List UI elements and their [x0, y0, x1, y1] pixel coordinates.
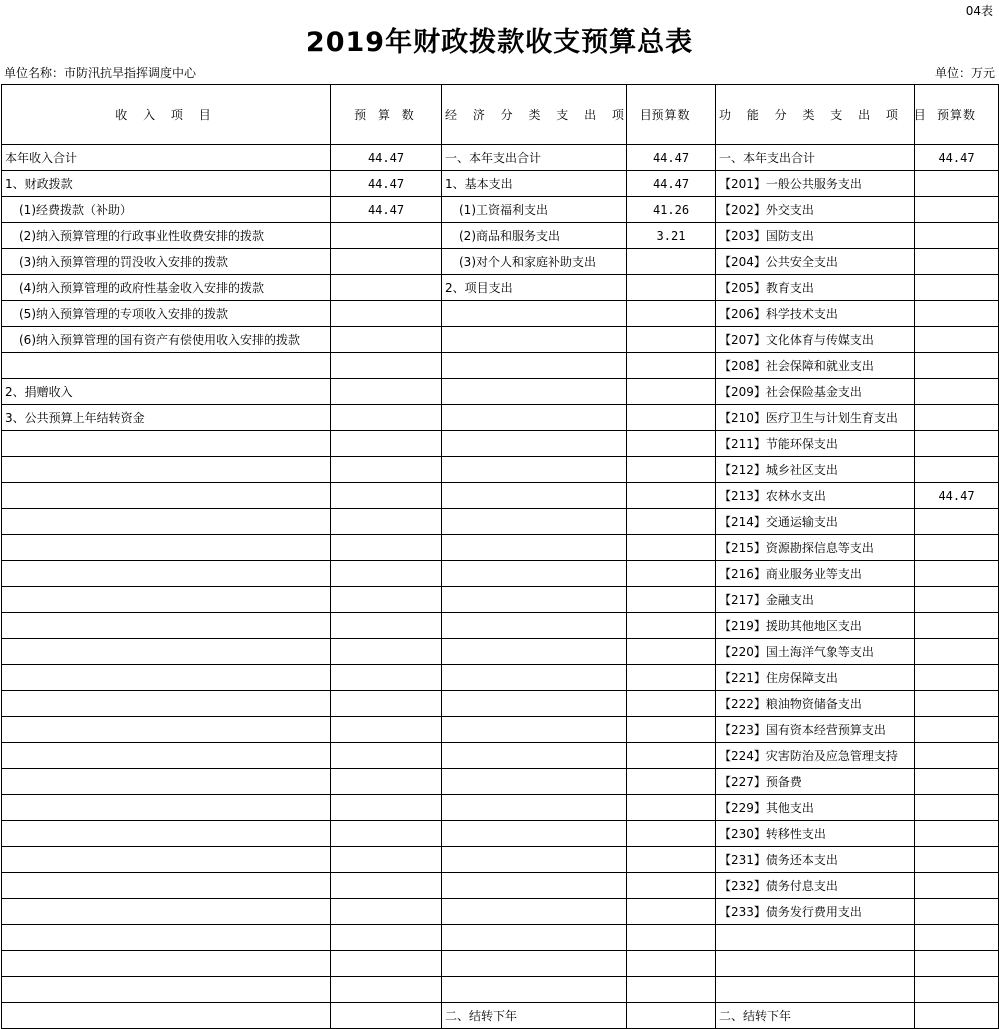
func-item-cell: [716, 925, 915, 951]
table-row: [2, 665, 999, 691]
header-income-budget: 预 算 数: [331, 85, 442, 145]
header-row: [2, 85, 999, 145]
econ-budget-cell: [627, 743, 716, 769]
table-row: [2, 249, 999, 275]
table-row: [2, 587, 999, 613]
econ-budget-cell: [627, 483, 716, 509]
income-budget-cell: [331, 691, 442, 717]
econ-budget-cell: [627, 509, 716, 535]
currency-unit: 单位：万元: [934, 66, 995, 80]
econ-item-cell: [442, 977, 627, 1003]
func-budget-cell: [915, 561, 999, 587]
income-item-cell: [2, 535, 331, 561]
income-item-cell: [2, 431, 331, 457]
table-row: [2, 847, 999, 873]
econ-item-cell: [442, 405, 627, 431]
income-item-cell: [2, 665, 331, 691]
econ-budget-cell: 3.21: [627, 223, 716, 249]
func-item-cell: 【203】国防支出: [716, 223, 915, 249]
econ-budget-cell: [627, 535, 716, 561]
income-budget-cell: [331, 873, 442, 899]
func-item-cell: 【217】金融支出: [716, 587, 915, 613]
func-item-cell: 【223】国有资本经营预算支出: [716, 717, 915, 743]
func-budget-cell: [915, 847, 999, 873]
econ-item-cell: [442, 587, 627, 613]
income-budget-cell: [331, 353, 442, 379]
table-row: [2, 353, 999, 379]
econ-budget-cell: 41.26: [627, 197, 716, 223]
func-budget-cell: [915, 379, 999, 405]
income-item-cell: [2, 483, 331, 509]
func-item-cell: 【216】商业服务业等支出: [716, 561, 915, 587]
income-item-cell: [2, 769, 331, 795]
income-item-cell: 本年收入合计: [2, 145, 331, 171]
econ-item-cell: 1、基本支出: [442, 171, 627, 197]
table-row: [2, 275, 999, 301]
econ-item-cell: (2)商品和服务支出: [442, 223, 627, 249]
income-item-cell: [2, 353, 331, 379]
econ-item-cell: (1)工资福利支出: [442, 197, 627, 223]
func-budget-cell: [915, 171, 999, 197]
func-item-cell: 【209】社会保险基金支出: [716, 379, 915, 405]
income-budget-cell: [331, 327, 442, 353]
budget-table: [1, 84, 999, 1029]
table-row: [2, 951, 999, 977]
econ-budget-cell: [627, 249, 716, 275]
income-item-cell: (1)经费拨款（补助）: [2, 197, 331, 223]
income-item-cell: 3、公共预算上年结转资金: [2, 405, 331, 431]
func-budget-cell: [915, 223, 999, 249]
table-row: [2, 795, 999, 821]
func-budget-cell: [915, 951, 999, 977]
income-budget-cell: [331, 275, 442, 301]
table-row: [2, 405, 999, 431]
table-row: [2, 743, 999, 769]
func-item-cell: 二、结转下年: [716, 1003, 915, 1029]
econ-item-cell: [442, 301, 627, 327]
func-item-cell: 【214】交通运输支出: [716, 509, 915, 535]
econ-budget-cell: [627, 951, 716, 977]
func-budget-cell: [915, 665, 999, 691]
page-title: 2019年财政拨款收支预算总表: [305, 27, 694, 58]
func-item-cell: 【202】外交支出: [716, 197, 915, 223]
income-item-cell: [2, 587, 331, 613]
income-item-cell: (2)纳入预算管理的行政事业性收费安排的拨款: [2, 223, 331, 249]
econ-budget-cell: [627, 457, 716, 483]
table-row: [2, 821, 999, 847]
func-budget-cell: [915, 977, 999, 1003]
income-budget-cell: [331, 925, 442, 951]
func-item-cell: 【222】粮油物资储备支出: [716, 691, 915, 717]
income-budget-cell: [331, 847, 442, 873]
func-budget-cell: [915, 327, 999, 353]
func-budget-cell: [915, 249, 999, 275]
econ-item-cell: 2、项目支出: [442, 275, 627, 301]
income-item-cell: [2, 691, 331, 717]
econ-item-cell: 二、结转下年: [442, 1003, 627, 1029]
table-row: [2, 561, 999, 587]
func-item-cell: 【232】债务付息支出: [716, 873, 915, 899]
table-row: [2, 769, 999, 795]
func-budget-cell: [915, 535, 999, 561]
func-budget-cell: [915, 275, 999, 301]
income-item-cell: 1、财政拨款: [2, 171, 331, 197]
func-budget-cell: [915, 821, 999, 847]
func-budget-cell: [915, 639, 999, 665]
income-budget-cell: 44.47: [331, 171, 442, 197]
income-item-cell: [2, 509, 331, 535]
func-budget-cell: [915, 197, 999, 223]
econ-item-cell: [442, 821, 627, 847]
func-item-cell: 【219】援助其他地区支出: [716, 613, 915, 639]
func-item-cell: 【206】科学技术支出: [716, 301, 915, 327]
econ-item-cell: [442, 899, 627, 925]
func-item-cell: 【211】节能环保支出: [716, 431, 915, 457]
econ-budget-cell: [627, 561, 716, 587]
econ-budget-cell: [627, 301, 716, 327]
table-row: [2, 535, 999, 561]
econ-budget-cell: [627, 613, 716, 639]
func-budget-cell: [915, 691, 999, 717]
func-budget-cell: [915, 301, 999, 327]
income-budget-cell: [331, 613, 442, 639]
form-number: 04表: [965, 4, 993, 18]
econ-budget-cell: [627, 327, 716, 353]
income-budget-cell: [331, 795, 442, 821]
econ-budget-cell: [627, 665, 716, 691]
econ-item-cell: [442, 327, 627, 353]
table-row: [2, 197, 999, 223]
table-row: [2, 457, 999, 483]
func-budget-cell: [915, 795, 999, 821]
econ-budget-cell: [627, 1003, 716, 1029]
income-item-cell: [2, 899, 331, 925]
income-item-cell: [2, 847, 331, 873]
func-item-cell: 【224】灾害防治及应急管理支持: [716, 743, 915, 769]
econ-budget-cell: 44.47: [627, 145, 716, 171]
header-func-budget: 预算数: [915, 85, 999, 145]
table-row: [2, 639, 999, 665]
income-item-cell: [2, 717, 331, 743]
income-budget-cell: [331, 1003, 442, 1029]
income-budget-cell: [331, 743, 442, 769]
econ-item-cell: 一、本年支出合计: [442, 145, 627, 171]
income-budget-cell: [331, 431, 442, 457]
income-budget-cell: [331, 717, 442, 743]
income-item-cell: [2, 925, 331, 951]
econ-item-cell: [442, 457, 627, 483]
econ-item-cell: [442, 795, 627, 821]
table-row: [2, 171, 999, 197]
income-budget-cell: 44.47: [331, 197, 442, 223]
econ-budget-cell: [627, 821, 716, 847]
econ-item-cell: [442, 483, 627, 509]
func-budget-cell: [915, 405, 999, 431]
func-budget-cell: [915, 873, 999, 899]
econ-budget-cell: [627, 977, 716, 1003]
income-budget-cell: [331, 977, 442, 1003]
econ-item-cell: [442, 769, 627, 795]
func-budget-cell: [915, 431, 999, 457]
func-item-cell: 【201】一般公共服务支出: [716, 171, 915, 197]
econ-item-cell: [442, 431, 627, 457]
econ-item-cell: [442, 613, 627, 639]
income-budget-cell: [331, 483, 442, 509]
econ-item-cell: [442, 353, 627, 379]
income-item-cell: [2, 613, 331, 639]
func-item-cell: 【229】其他支出: [716, 795, 915, 821]
func-budget-cell: [915, 925, 999, 951]
func-item-cell: 【231】债务还本支出: [716, 847, 915, 873]
income-item-cell: [2, 951, 331, 977]
econ-item-cell: [442, 379, 627, 405]
func-item-cell: 【215】资源勘探信息等支出: [716, 535, 915, 561]
func-budget-cell: [915, 509, 999, 535]
table-row: [2, 613, 999, 639]
func-item-cell: 【204】公共安全支出: [716, 249, 915, 275]
func-budget-cell: 44.47: [915, 145, 999, 171]
econ-item-cell: [442, 717, 627, 743]
income-item-cell: (4)纳入预算管理的政府性基金收入安排的拨款: [2, 275, 331, 301]
table-row: [2, 925, 999, 951]
table-row: [2, 509, 999, 535]
income-budget-cell: [331, 509, 442, 535]
func-item-cell: 一、本年支出合计: [716, 145, 915, 171]
income-item-cell: [2, 821, 331, 847]
income-budget-cell: [331, 665, 442, 691]
income-item-cell: 2、捐赠收入: [2, 379, 331, 405]
income-budget-cell: [331, 535, 442, 561]
func-item-cell: 【210】医疗卫生与计划生育支出: [716, 405, 915, 431]
econ-budget-cell: [627, 847, 716, 873]
income-budget-cell: [331, 405, 442, 431]
econ-item-cell: [442, 873, 627, 899]
func-item-cell: 【213】农林水支出: [716, 483, 915, 509]
func-item-cell: 【205】教育支出: [716, 275, 915, 301]
econ-item-cell: [442, 691, 627, 717]
func-budget-cell: [915, 717, 999, 743]
func-budget-cell: [915, 769, 999, 795]
header-econ-item: 经 济 分 类 支 出 项 目: [442, 85, 627, 145]
econ-budget-cell: [627, 769, 716, 795]
table-row: [2, 977, 999, 1003]
econ-budget-cell: [627, 691, 716, 717]
func-item-cell: 【208】社会保障和就业支出: [716, 353, 915, 379]
func-budget-cell: [915, 353, 999, 379]
table-row: [2, 379, 999, 405]
econ-budget-cell: [627, 353, 716, 379]
func-budget-cell: [915, 613, 999, 639]
econ-item-cell: [442, 743, 627, 769]
func-item-cell: 【221】住房保障支出: [716, 665, 915, 691]
income-budget-cell: [331, 457, 442, 483]
income-budget-cell: [331, 223, 442, 249]
income-item-cell: [2, 977, 331, 1003]
income-item-cell: [2, 561, 331, 587]
econ-item-cell: [442, 535, 627, 561]
func-item-cell: 【230】转移性支出: [716, 821, 915, 847]
func-item-cell: 【207】文化体育与传媒支出: [716, 327, 915, 353]
func-budget-cell: [915, 743, 999, 769]
income-budget-cell: [331, 249, 442, 275]
econ-budget-cell: [627, 639, 716, 665]
income-item-cell: [2, 639, 331, 665]
income-item-cell: (3)纳入预算管理的罚没收入安排的拨款: [2, 249, 331, 275]
header-econ-budget: 预算数: [627, 85, 716, 145]
income-budget-cell: [331, 899, 442, 925]
table-row: [2, 1003, 999, 1029]
econ-budget-cell: [627, 717, 716, 743]
unit-name: 单位名称：市防汛抗旱指挥调度中心: [4, 66, 197, 80]
econ-item-cell: [442, 847, 627, 873]
income-item-cell: [2, 795, 331, 821]
table-row: [2, 431, 999, 457]
econ-item-cell: [442, 925, 627, 951]
income-budget-cell: 44.47: [331, 145, 442, 171]
income-budget-cell: [331, 379, 442, 405]
income-item-cell: [2, 743, 331, 769]
table-row: [2, 327, 999, 353]
econ-budget-cell: [627, 379, 716, 405]
income-item-cell: (6)纳入预算管理的国有资产有偿使用收入安排的拨款: [2, 327, 331, 353]
econ-budget-cell: [627, 405, 716, 431]
econ-budget-cell: [627, 275, 716, 301]
table-row: [2, 483, 999, 509]
func-budget-cell: [915, 457, 999, 483]
func-budget-cell: 44.47: [915, 483, 999, 509]
income-budget-cell: [331, 301, 442, 327]
table-row: [2, 691, 999, 717]
func-item-cell: [716, 951, 915, 977]
income-item-cell: (5)纳入预算管理的专项收入安排的拨款: [2, 301, 331, 327]
table-row: [2, 223, 999, 249]
func-budget-cell: [915, 587, 999, 613]
econ-budget-cell: [627, 925, 716, 951]
func-item-cell: 【233】债务发行费用支出: [716, 899, 915, 925]
table-row: [2, 717, 999, 743]
econ-item-cell: [442, 509, 627, 535]
func-item-cell: 【212】城乡社区支出: [716, 457, 915, 483]
income-budget-cell: [331, 769, 442, 795]
table-row: [2, 145, 999, 171]
econ-budget-cell: [627, 431, 716, 457]
header-income-item: 收 入 项 目: [2, 85, 331, 145]
func-budget-cell: [915, 899, 999, 925]
income-budget-cell: [331, 821, 442, 847]
table-row: [2, 873, 999, 899]
econ-budget-cell: [627, 587, 716, 613]
income-item-cell: [2, 1003, 331, 1029]
econ-item-cell: [442, 665, 627, 691]
func-item-cell: 【220】国土海洋气象等支出: [716, 639, 915, 665]
econ-item-cell: [442, 639, 627, 665]
header-func-item: 功 能 分 类 支 出 项 目: [716, 85, 915, 145]
econ-budget-cell: [627, 795, 716, 821]
income-budget-cell: [331, 587, 442, 613]
income-item-cell: [2, 457, 331, 483]
econ-item-cell: (3)对个人和家庭补助支出: [442, 249, 627, 275]
func-item-cell: 【227】预备费: [716, 769, 915, 795]
income-budget-cell: [331, 639, 442, 665]
income-budget-cell: [331, 561, 442, 587]
econ-item-cell: [442, 561, 627, 587]
func-item-cell: [716, 977, 915, 1003]
income-item-cell: [2, 873, 331, 899]
econ-item-cell: [442, 951, 627, 977]
table-row: [2, 301, 999, 327]
econ-budget-cell: [627, 873, 716, 899]
econ-budget-cell: 44.47: [627, 171, 716, 197]
func-budget-cell: [915, 1003, 999, 1029]
income-budget-cell: [331, 951, 442, 977]
econ-budget-cell: [627, 899, 716, 925]
table-row: [2, 899, 999, 925]
